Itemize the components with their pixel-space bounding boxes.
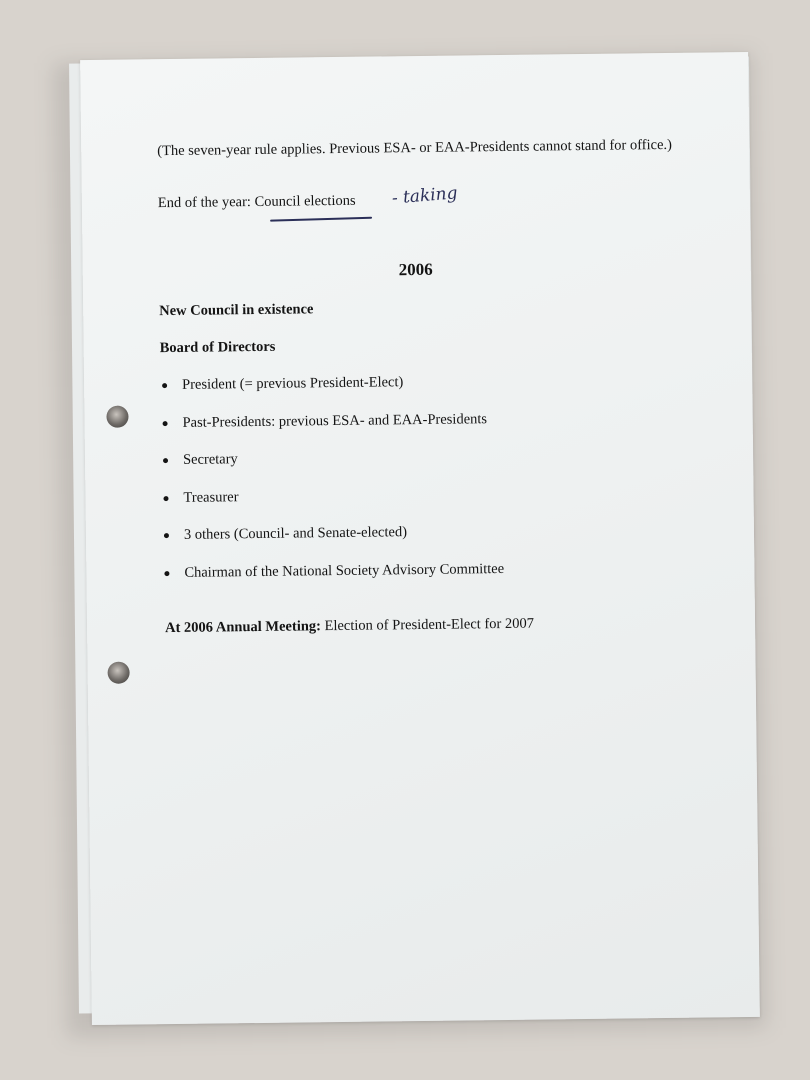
- handwritten-note: - taking: [391, 183, 459, 209]
- list-item: Chairman of the National Society Advisory Committee: [162, 560, 504, 602]
- annual-meeting-line: [165, 616, 534, 638]
- annual-meeting-label: At 2006 Annual Meeting:: [164, 618, 322, 637]
- board-list: [160, 373, 504, 602]
- council-elections-text: Council elections: [254, 192, 356, 210]
- council-heading: New Council in existence: [159, 301, 314, 320]
- list-item: Treasurer: [161, 485, 503, 527]
- pen-underline: [270, 217, 372, 222]
- page-content: [157, 136, 697, 637]
- year-heading: 2006: [398, 259, 433, 280]
- end-of-year-prefix: End of the year:: [157, 193, 255, 212]
- list-item: Secretary: [161, 448, 503, 490]
- rule-note: (The seven-year rule applies. Previous ESA- or EAA-Presidents cannot stand for office.): [157, 136, 673, 160]
- end-of-year-line: [158, 193, 356, 212]
- list-item: President (= previous President-Elect): [160, 373, 502, 415]
- annual-meeting-text: Election of President-Elect for 2007: [320, 615, 535, 635]
- list-item: 3 others (Council- and Senate-elected): [162, 523, 504, 565]
- list-item: Past-Presidents: previous ESA- and EAA-Presidents: [160, 410, 502, 452]
- document-page: [80, 52, 760, 1025]
- punch-hole-top: [106, 406, 128, 428]
- punch-hole-bottom: [107, 662, 129, 684]
- board-heading: Board of Directors: [159, 338, 276, 357]
